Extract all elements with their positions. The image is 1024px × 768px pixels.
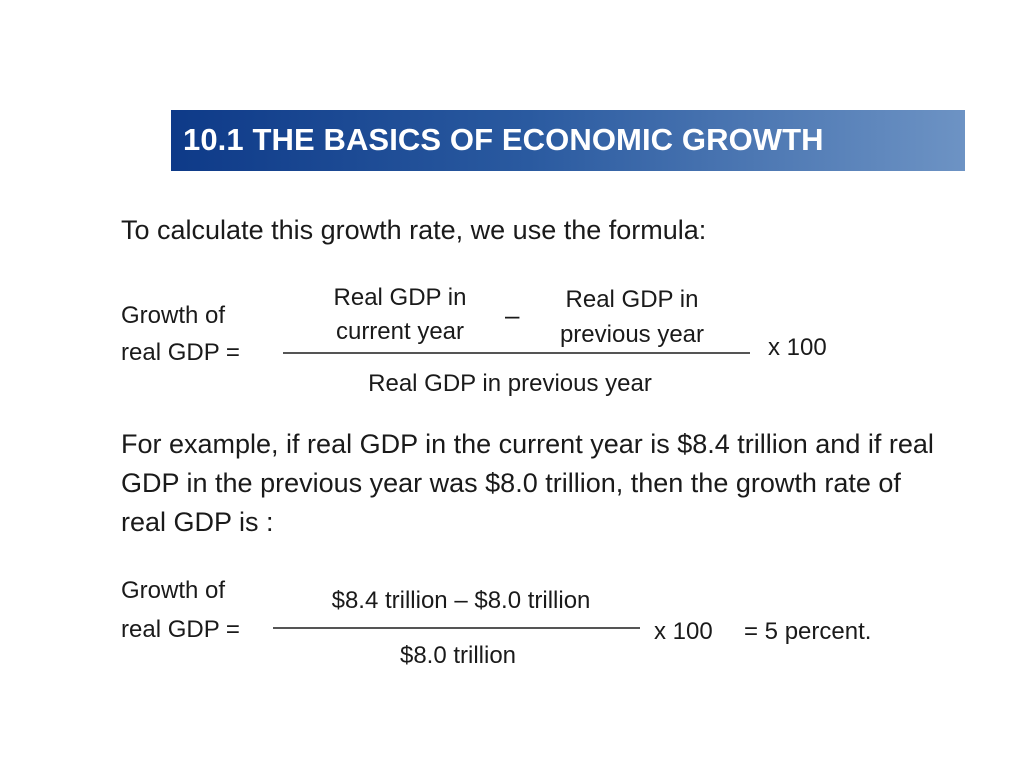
numerator-right-line2: previous year [559, 321, 705, 348]
example-result: = 5 percent. [744, 618, 872, 645]
multiplier: x 100 [768, 334, 827, 361]
fraction-bar [283, 352, 750, 354]
example-lhs-line1: Growth of [121, 577, 226, 604]
example-lhs-line2: real GDP = [121, 616, 240, 643]
title-banner [171, 110, 965, 171]
example-text: For example, if real GDP in the current year is $8.4 trillion and if real GDP in the previous year was $8.0 trillion, then the growth rate of real GDP is : [121, 429, 934, 537]
example-fraction-bar [273, 627, 640, 629]
formula-lhs-line1: Growth of [121, 302, 226, 329]
example-multiplier: x 100 [654, 618, 713, 645]
minus-sign: – [505, 300, 520, 330]
slide-title: 10.1 THE BASICS OF ECONOMIC GROWTH [183, 122, 824, 157]
example-numerator: $8.4 trillion – $8.0 trillion [331, 587, 591, 614]
example-denominator: $8.0 trillion [399, 642, 517, 669]
intro-text: To calculate this growth rate, we use the formula: [121, 215, 707, 245]
numerator-left-line1: Real GDP in [333, 284, 467, 311]
numerator-left-line2: current year [335, 318, 465, 345]
denominator: Real GDP in previous year [368, 370, 652, 397]
numerator-right-line1: Real GDP in [565, 286, 699, 313]
formula-lhs-line2: real GDP = [121, 339, 240, 366]
